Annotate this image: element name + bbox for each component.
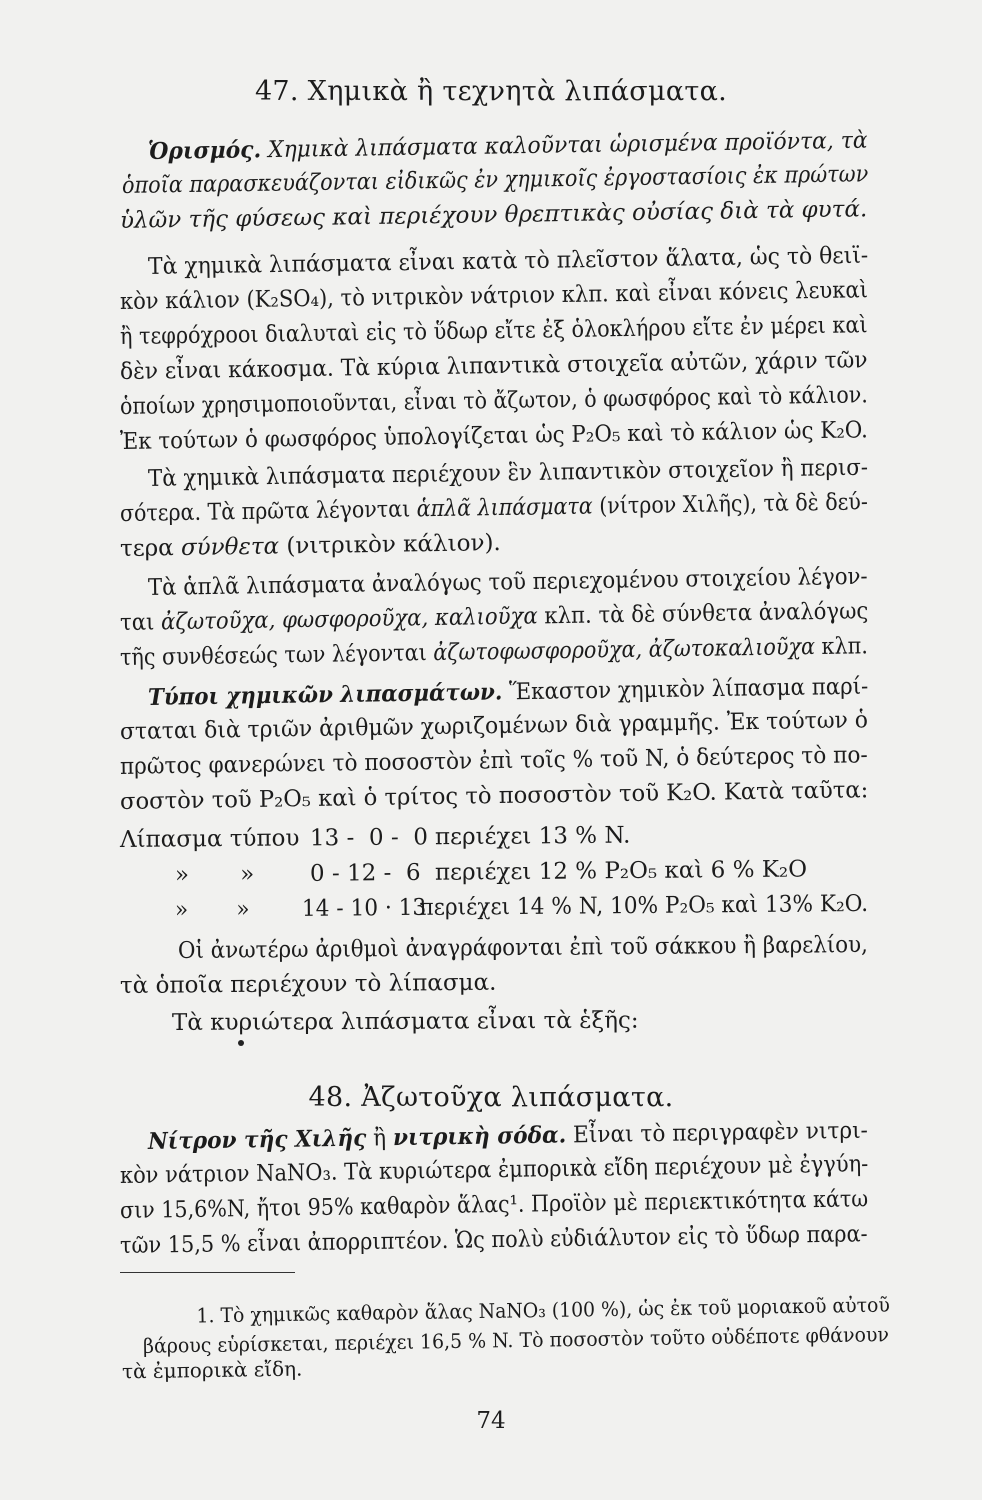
section-48-heading: 48. Ἀζωτοῦχα λιπάσματα. [308, 1082, 674, 1113]
bold-term: νιτρικὴ σόδα. [392, 1121, 567, 1152]
paragraph-2-line-1: Τὰ χημικὰ λιπάσματα περιέχουν ἓν λιπαντικὸν στοιχεῖον ἢ περισ- [147, 454, 869, 492]
example-code: 14 - 10 · 13 [301, 894, 427, 922]
text-run: σότερα. Τὰ πρῶτα λέγονται [119, 496, 417, 527]
ink-speck [238, 1040, 244, 1046]
example-row-1 [119, 822, 631, 853]
paragraph-4-line-2: τὰ ὁποῖα περιέχουν τὸ λίπασμα. [119, 969, 497, 999]
footnote-line-1: 1. Τὸ χημικῶς καθαρὸν ἅλας NaNO₃ (100 %), ὡς ἐκ τοῦ μοριακοῦ αὐτοῦ [196, 1292, 891, 1328]
types-line-1 [148, 675, 869, 710]
paragraph-3-line-2 [120, 600, 869, 635]
definition-line-3: ὑλῶν τῆς φύσεως καὶ περιέχουν θρεπτικὰς οὐσίας διὰ τὰ φυτά. [119, 196, 868, 234]
section-47-heading: 47. Χημικὰ ἢ τεχνητὰ λιπάσματα. [254, 76, 728, 107]
example-code: 13 - 0 - 0 [309, 824, 429, 852]
section-48-line-1 [148, 1119, 868, 1154]
footnote-rule [120, 1272, 295, 1273]
bold-term: Νίτρον τῆς Χιλῆς [147, 1124, 367, 1155]
text-run: (νίτρον Χιλῆς), τὰ δὲ δεύ- [592, 489, 868, 520]
example-label: » » [174, 861, 255, 888]
example-label: » » [174, 896, 250, 923]
paragraph-1-line-5: ὁποίων χρησιμοποιοῦνται, εἶναι τὸ ἄζωτον, ὁ φωσφόρος καὶ τὸ κάλιον. [119, 382, 868, 420]
example-row-2 [175, 858, 807, 887]
text-run: τῆς συνθέσεώς των λέγονται [119, 640, 434, 671]
footnote-line-2: βάρους εὑρίσκεται, περιέχει 16,5 % N. Τὸ ποσοστὸν τοῦτο οὐδέποτε φθάνουν [142, 1322, 890, 1358]
types-line-2: σταται διὰ τριῶν ἀριθμῶν χωριζομένων διὰ γραμμῆς. Ἐκ τούτων ὁ [119, 707, 869, 745]
paragraph-1-line-1: Τὰ χημικὰ λιπάσματα εἶναι κατὰ τὸ πλεῖστον ἅλατα, ὡς τὸ θειϊ- [147, 242, 869, 280]
section-48-line-2: κὸν νάτριον NaNO₃. Τὰ κυριώτερα ἐμπορικὰ εἴδη περιέχουν μὲ ἐγγύη- [119, 1151, 869, 1189]
example-label: Λίπασμα τύπου [119, 825, 300, 853]
paragraph-1-line-3: ἢ τεφρόχροοι διαλυταὶ εἰς τὸ ὕδωρ εἴτε ἐξ ὁλοκλήρου εἴτε ἐν μέρει καὶ [119, 312, 868, 350]
paragraph-1-line-2: κὸν κάλιον (K₂SO₄), τὸ νιτρικὸν νάτριον κλπ. καὶ εἶναι κόνεις λευκαὶ [119, 277, 869, 315]
types-term: Τύποι χημικῶν λιπασμάτων. [147, 678, 503, 711]
paragraph-3-line-3 [120, 635, 868, 670]
text-run: κλπ. τὰ δὲ σύνθετα ἀναλόγως [537, 598, 869, 630]
types-line-4: σοστὸν τοῦ P₂O₅ καὶ ὁ τρίτος τὸ ποσοστὸν τοῦ K₂O. Κατὰ ταῦτα: [119, 777, 869, 815]
definition-line-1 [148, 129, 868, 164]
text-run: Ἕκαστον χημικὸν λίπασμα παρί- [502, 673, 869, 706]
example-text: περιέχει 13 % N. [434, 822, 631, 851]
italic-term: ἁπλᾶ λιπάσματα [416, 493, 593, 523]
paragraph-2-line-3 [120, 532, 501, 561]
text-run: κλπ. [814, 633, 869, 661]
text-run: ται [119, 609, 162, 636]
italic-term: σύνθετα [180, 533, 280, 562]
definition-term: Ὁρισμός. [147, 136, 262, 165]
definition-line-2: ὁποῖα παρασκευάζονται εἰδικῶς ἐν χημικοῖς ἐργοστασίοις ἐκ πρώτων [121, 161, 869, 199]
text-run: τερα [119, 535, 182, 562]
paragraph-5-line-1: Τὰ κυριώτερα λιπάσματα εἶναι τὰ ἑξῆς: [171, 1007, 639, 1036]
definition-text: Χημικὰ λιπάσματα καλοῦνται ὡρισμένα προϊόντα, τὰ [267, 127, 868, 164]
paragraph-4-line-1: Οἱ ἀνωτέρω ἀριθμοὶ ἀναγράφονται ἐπὶ τοῦ σάκκου ἢ βαρελίου, [177, 931, 869, 964]
text-run: Εἶναι τὸ περιγραφὲν νιτρι- [565, 1117, 869, 1149]
paragraph-2-line-2 [120, 491, 868, 526]
text-run: ἢ [366, 1125, 394, 1152]
italic-term: ἀζωτοφωσφοροῦχα, ἀζωτοκαλιοῦχα [433, 634, 816, 667]
page-number: 74 [476, 1408, 506, 1434]
example-row-3 [174, 890, 869, 923]
section-48-line-4: τῶν 15,5 % εἶναι ἀπορριπτέον. Ὡς πολὺ εὐδιάλυτον εἰς τὸ ὕδωρ παρα- [119, 1221, 868, 1259]
example-text: περιέχει 12 % P₂O₅ καὶ 6 % K₂O [434, 856, 808, 886]
footnote-line-3: τὰ ἐμπορικὰ εἴδη. [121, 1356, 303, 1384]
types-line-3: πρῶτος φανερώνει τὸ ποσοστὸν ἐπὶ τοῖς % τοῦ N, ὁ δεύτερος τὸ πο- [119, 742, 868, 780]
section-48-line-3: σιν 15,6%N, ἤτοι 95% καθαρὸν ἅλας¹. Προϊὸν μὲ περιεκτικότητα κάτω [119, 1186, 869, 1224]
paragraph-3-line-1: Τὰ ἁπλᾶ λιπάσματα ἀναλόγως τοῦ περιεχομένου στοιχείου λέγον- [147, 563, 868, 601]
paragraph-1-line-6: Ἐκ τούτων ὁ φωσφόρος ὑπολογίζεται ὡς P₂O₅ καὶ τὸ κάλιον ὡς K₂O. [119, 417, 869, 455]
example-text: περιέχει 14 % N, 10% P₂O₅ καὶ 13% K₂O. [419, 890, 869, 921]
text-run: (νιτρικὸν κάλιον). [278, 530, 501, 560]
italic-term: ἀζωτοῦχα, φωσφοροῦχα, καλιοῦχα [160, 603, 538, 636]
example-code: 0 - 12 - 6 [309, 859, 421, 887]
paragraph-1-line-4: δὲν εἶναι κάκοσμα. Τὰ κύρια λιπαντικὰ στοιχεῖα αὐτῶν, χάριν τῶν [119, 347, 868, 385]
